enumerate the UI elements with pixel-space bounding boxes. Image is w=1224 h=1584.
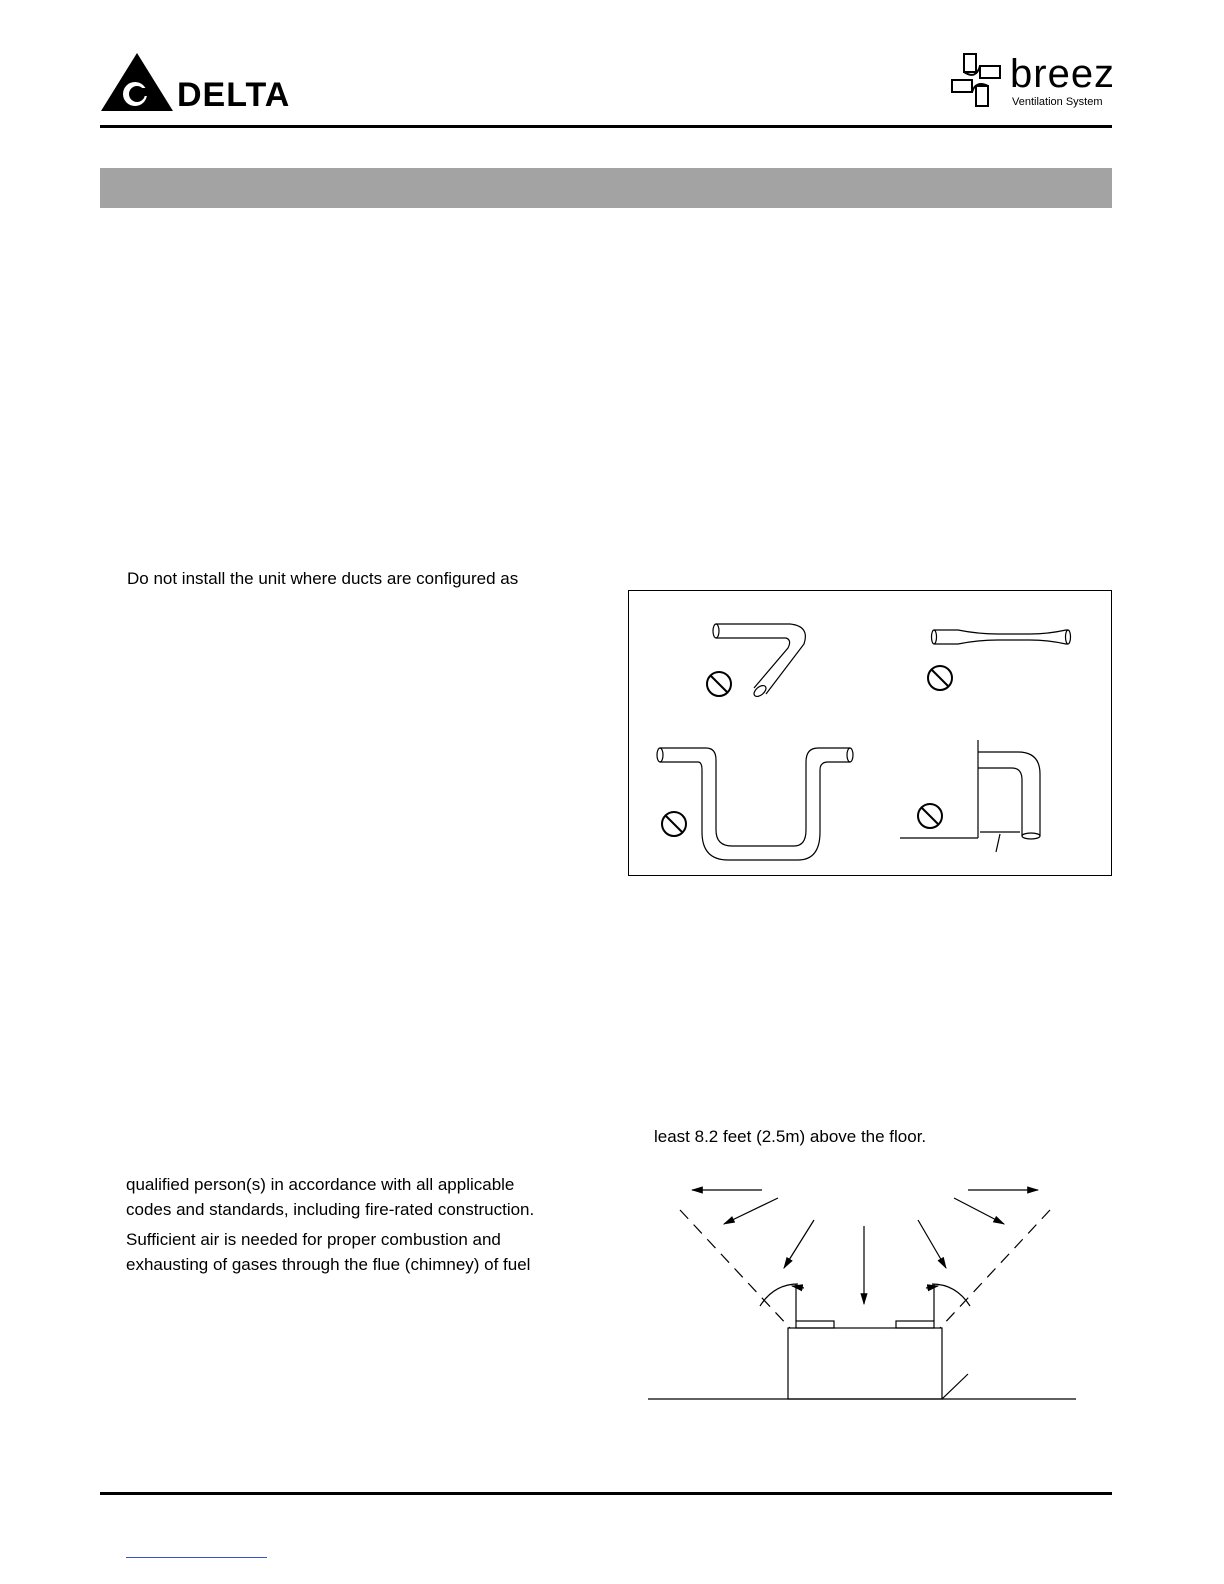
section-title-bar [100,168,1112,208]
height-note-text: least 8.2 feet (2.5m) above the floor. [654,1127,927,1146]
unit-box [788,1328,942,1399]
breez-logo-subtitle: Ventilation System [1012,96,1103,108]
qualified-text-line-1: qualified person(s) in accordance with all applicable [126,1175,515,1194]
air-text-line-1: Sufficient air is needed for proper combustion and [126,1230,501,1249]
duct-warning-text: Do not install the unit where ducts are configured as [127,569,519,588]
footer-rule [100,1492,1112,1495]
footer-link-underline[interactable] [126,1557,267,1558]
right-port [896,1321,934,1328]
air-text-line-2: exhausting of gases through the flue (chimney) of fuel [126,1255,531,1274]
delta-logo-icon [100,52,174,112]
breez-flower-icon [950,52,1002,108]
qualified-text-line-2: codes and standards, including fire-rated construction. [126,1200,535,1219]
airflow-diagram [640,1180,1080,1404]
breez-logo-text: breez [1010,52,1116,96]
header-rule [100,125,1112,128]
duct-config-figure [628,590,1112,876]
delta-logo-text: DELTA [177,76,291,114]
left-port [796,1321,834,1328]
